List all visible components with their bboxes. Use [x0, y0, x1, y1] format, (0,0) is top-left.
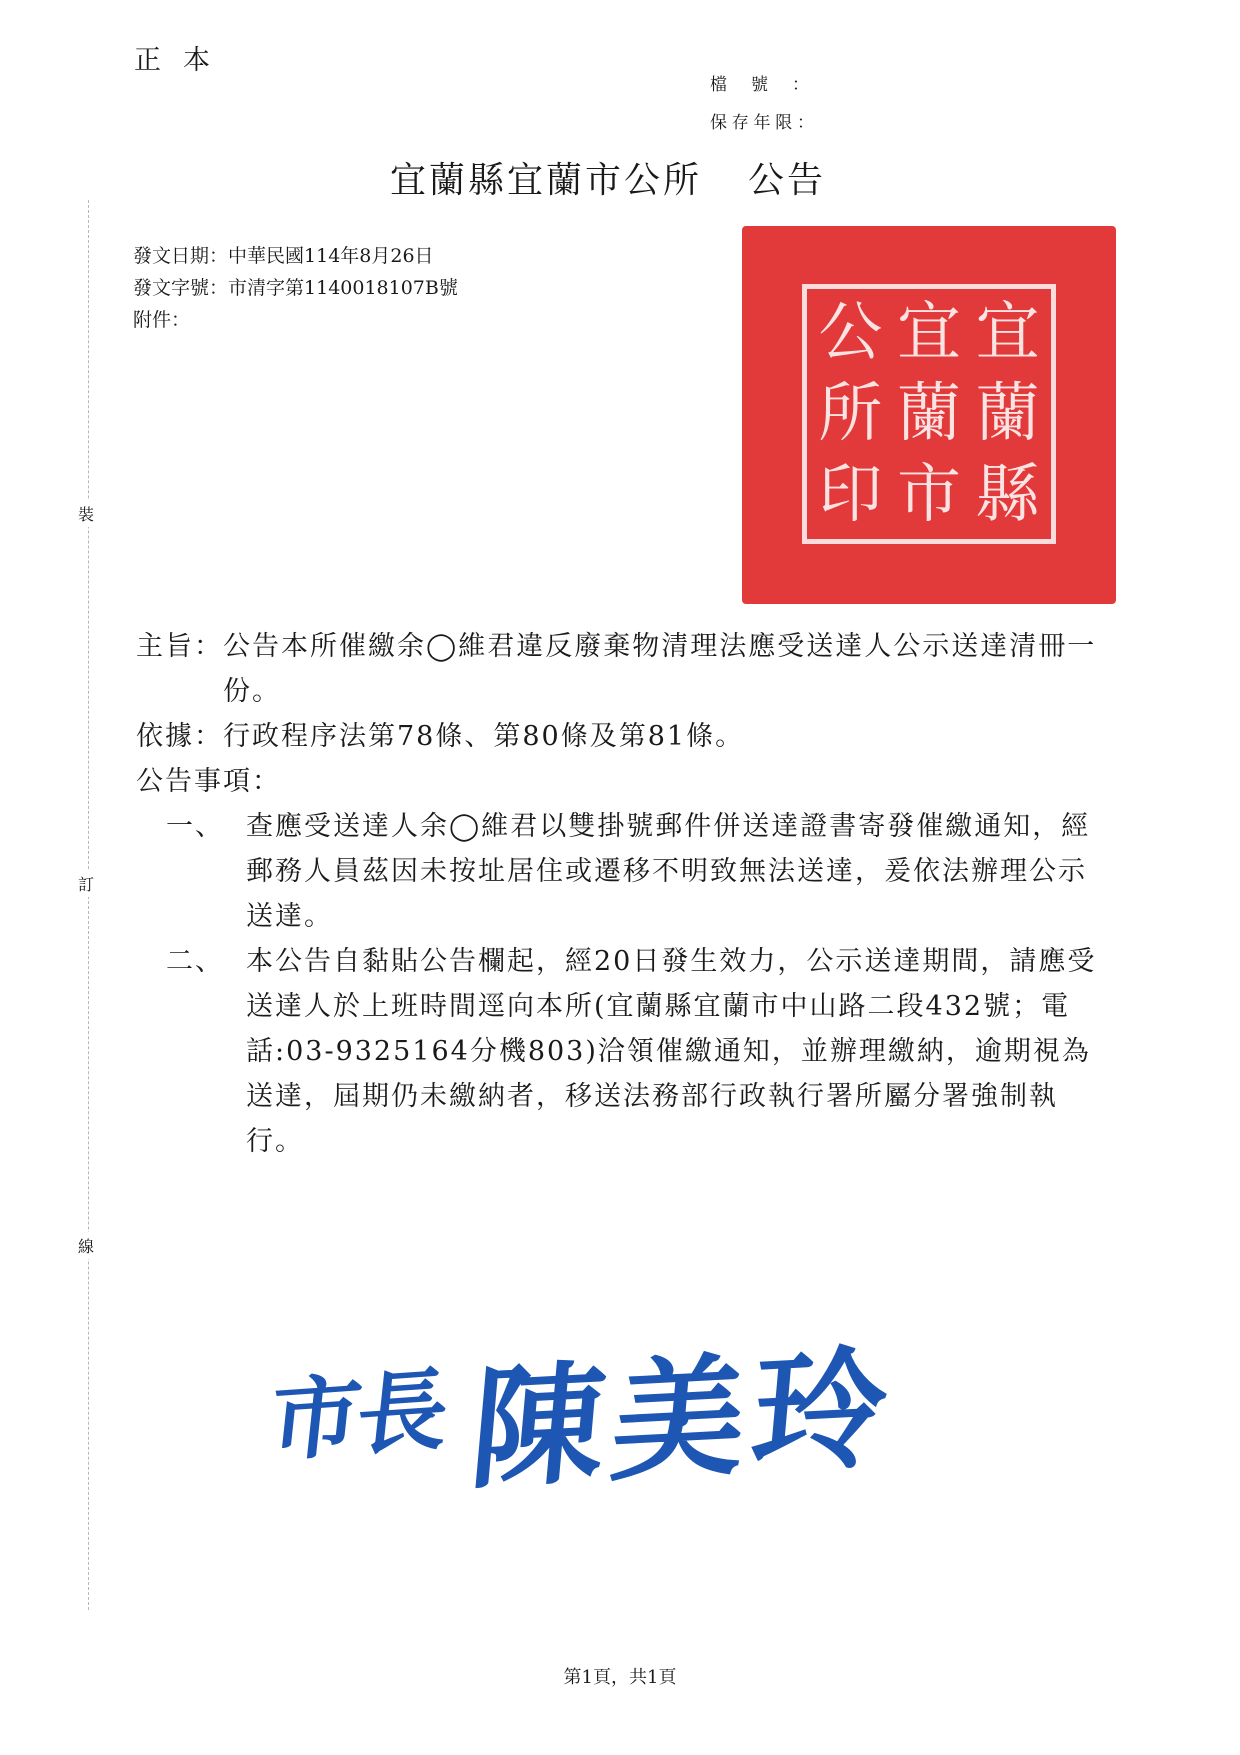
issue-date-label: 發文日期： [133, 245, 229, 267]
seal-character: 公 [818, 296, 883, 370]
basis-paragraph [136, 714, 1106, 759]
document-body [136, 624, 1106, 1164]
reference-number-value: 市清字第1140018107B號 [228, 277, 458, 299]
seal-column-3 [818, 295, 882, 533]
official-seal [742, 226, 1116, 604]
item-text: 本公告自黏貼公告欄起，經20日發生效力，公示送達期間，請應受送達人於上班時間逕向本所(宜蘭縣宜蘭市中山路二段432號；電話:03-9325164分機803)洽領催繳通知，並辦理繳納，逾期視為送達，屆期仍未繳納者，移送法務部行政執行署所屬分署強制執行。 [246, 946, 1097, 1157]
basis-label: 依據： [136, 721, 223, 752]
subject-text: 公告本所催繳余◯維君違反廢棄物清理法應受送達人公示送達清冊一份。 [223, 631, 1097, 707]
seal-column-1 [976, 295, 1040, 533]
issue-date-row [133, 240, 458, 272]
retention-label: 保存年限： [710, 113, 814, 133]
subject-label: 主旨： [136, 631, 223, 662]
archive-info [710, 66, 833, 142]
basis-text: 行政程序法第78條、第80條及第81條。 [223, 721, 745, 752]
page-number: 第1頁，共1頁 [563, 1667, 677, 1688]
item-number: 一、 [166, 811, 224, 842]
seal-character: 蘭 [896, 377, 961, 451]
notice-item-1 [136, 804, 1106, 939]
signature-name: 陳美玲 [464, 1331, 902, 1508]
subject-paragraph [136, 624, 1106, 714]
mayor-signature-stamp [264, 1318, 972, 1508]
binding-mark-top: 裝 [78, 500, 94, 527]
agency-name: 宜蘭縣宜蘭市公所 [390, 160, 703, 201]
binding-mark-bottom: 線 [78, 1232, 94, 1259]
document-title [390, 152, 826, 203]
file-number-label: 檔號： [710, 75, 833, 95]
binding-line [88, 200, 89, 1610]
item-text: 查應受送達人余◯維君以雙掛號郵件併送達證書寄發催繳通知，經郵務人員茲因未按址居住或遷移不明致無法送達，爰依法辦理公示送達。 [246, 811, 1091, 932]
signature-title: 市長 [264, 1357, 450, 1475]
seal-character: 市 [896, 458, 961, 532]
seal-character: 宜 [896, 296, 961, 370]
attachment-row [133, 304, 458, 336]
reference-number-label: 發文字號： [133, 277, 229, 299]
seal-character: 所 [818, 377, 883, 451]
seal-character: 宜 [975, 296, 1040, 370]
items-label: 公告事項： [136, 766, 281, 797]
issue-date-value: 中華民國114年8月26日 [228, 245, 434, 267]
document-meta [133, 240, 458, 336]
notice-item-2 [136, 939, 1106, 1164]
item-number: 二、 [166, 946, 224, 977]
binding-mark-middle: 訂 [78, 870, 94, 897]
seal-character: 縣 [975, 458, 1040, 532]
copy-mark: 正本 [134, 45, 232, 76]
attachment-label: 附件： [133, 309, 191, 331]
document-type: 公告 [748, 160, 827, 201]
seal-character: 蘭 [975, 377, 1040, 451]
seal-column-2 [897, 295, 961, 533]
seal-character: 印 [818, 458, 883, 532]
seal-frame [802, 284, 1056, 544]
reference-number-row [133, 272, 458, 304]
